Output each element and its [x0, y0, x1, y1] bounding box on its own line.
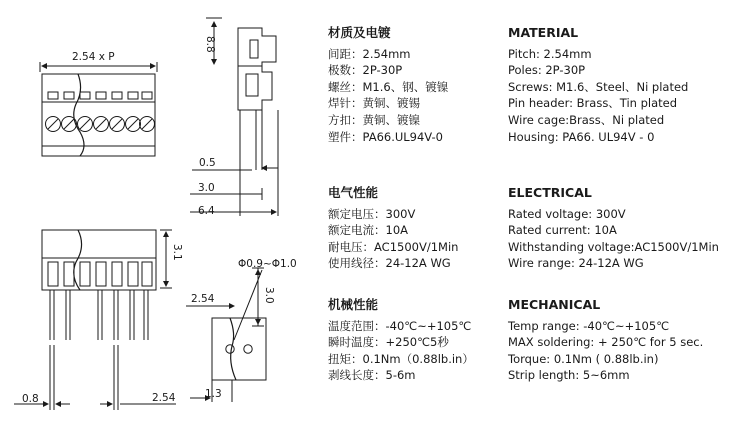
- en-mechanical-line: Torque: 0.1Nm ( 0.88lb.in): [508, 351, 659, 366]
- en-electrical-spec: [508, 185, 719, 272]
- footprint-pitch-dimension: 2.54: [191, 293, 215, 305]
- en-material-title: MATERIAL: [508, 25, 579, 40]
- cn-electrical-spec: [328, 185, 458, 272]
- footprint-view: [186, 268, 266, 402]
- front-openings: [48, 262, 152, 286]
- cn-mechanical-line: 扭矩：0.1Nm（0.88lb.in）: [328, 351, 474, 366]
- en-electrical-line: Rated current: 10A: [508, 223, 617, 238]
- en-material-line: Pin header: Brass、Tin plated: [508, 96, 678, 111]
- en-mechanical-line: Temp range: -40℃~+105℃: [508, 318, 670, 333]
- cn-electrical-line: 使用线径：24-12A WG: [328, 256, 451, 271]
- dimension-0-5: 0.5: [199, 157, 216, 169]
- cn-electrical-line: 额定电压：300V: [328, 206, 416, 221]
- en-electrical-line: Withstanding voltage:AC1500V/1Min: [508, 239, 719, 254]
- footprint-offset-dimension: 1.3: [205, 388, 222, 400]
- en-electrical-line: Wire range: 24-12A WG: [508, 256, 644, 271]
- cn-mechanical-line: 瞬时温度：+250℃5秒: [328, 335, 449, 350]
- en-material-line: Pitch: 2.54mm: [508, 46, 592, 61]
- screw-heads: [46, 117, 155, 132]
- cn-mechanical-title: 机械性能: [328, 297, 379, 312]
- front-view: [14, 230, 176, 410]
- en-material-spec: [508, 25, 688, 145]
- cn-material-line: 方扣：黄铜、镀镍: [328, 112, 420, 127]
- en-material-line: Housing: PA66. UL94V - 0: [508, 129, 655, 144]
- en-material-line: Wire cage:Brass、Ni plated: [508, 112, 665, 127]
- cn-material-line: 极数：2P-30P: [328, 63, 403, 78]
- footprint-height-dimension: 3.0: [263, 287, 275, 304]
- cn-mechanical-spec: [328, 297, 474, 384]
- en-mechanical-line: Strip length: 5~6mm: [508, 368, 630, 383]
- cn-material-line: 间距：2.54mm: [328, 46, 411, 61]
- en-mechanical-line: MAX soldering: + 250℃ for 5 sec.: [508, 335, 704, 350]
- cn-electrical-line: 耐电压：AC1500V/1Min: [328, 239, 459, 254]
- cn-electrical-title: 电气性能: [328, 185, 379, 200]
- en-material-line: Poles: 2P-30P: [508, 63, 586, 78]
- cn-electrical-line: 额定电流：10A: [328, 223, 408, 238]
- en-mechanical-title: MECHANICAL: [508, 297, 601, 312]
- front-height-dimension: 3.1: [171, 244, 183, 261]
- wire-entry-slots: [48, 92, 152, 99]
- dimension-6-4: 6.4: [198, 205, 215, 217]
- cn-mechanical-line: 剥线长度：5-6m: [328, 368, 416, 383]
- cn-material-spec: [328, 25, 448, 145]
- pin-width-dimension: 0.8: [22, 393, 39, 405]
- cn-material-line: 螺丝：M1.6、钢、镀镍: [328, 79, 449, 94]
- dimension-3-0-side: 3.0: [198, 182, 215, 194]
- en-material-line: Screws: M1.6、Steel、Ni plated: [508, 79, 689, 94]
- top-view: [40, 62, 157, 156]
- cn-material-line: 焊针：黄铜、镀锡: [328, 96, 420, 111]
- hole-diameter-dimension: Φ0.9~Φ1.0: [238, 258, 297, 270]
- pitch-dimension: 2.54 x P: [72, 51, 115, 63]
- pin-pitch-dimension: 2.54: [152, 392, 176, 404]
- en-mechanical-spec: [508, 297, 703, 384]
- cn-mechanical-line: 温度范围：-40℃~+105℃: [328, 318, 472, 333]
- cn-material-line: 塑件：PA66.UL94V-0: [328, 129, 443, 144]
- en-electrical-line: Rated voltage: 300V: [508, 206, 626, 221]
- height-8-8-dimension: 8.8: [204, 36, 216, 53]
- pins: [50, 290, 148, 340]
- cn-material-title: 材质及电镀: [328, 25, 391, 40]
- en-electrical-title: ELECTRICAL: [508, 185, 592, 200]
